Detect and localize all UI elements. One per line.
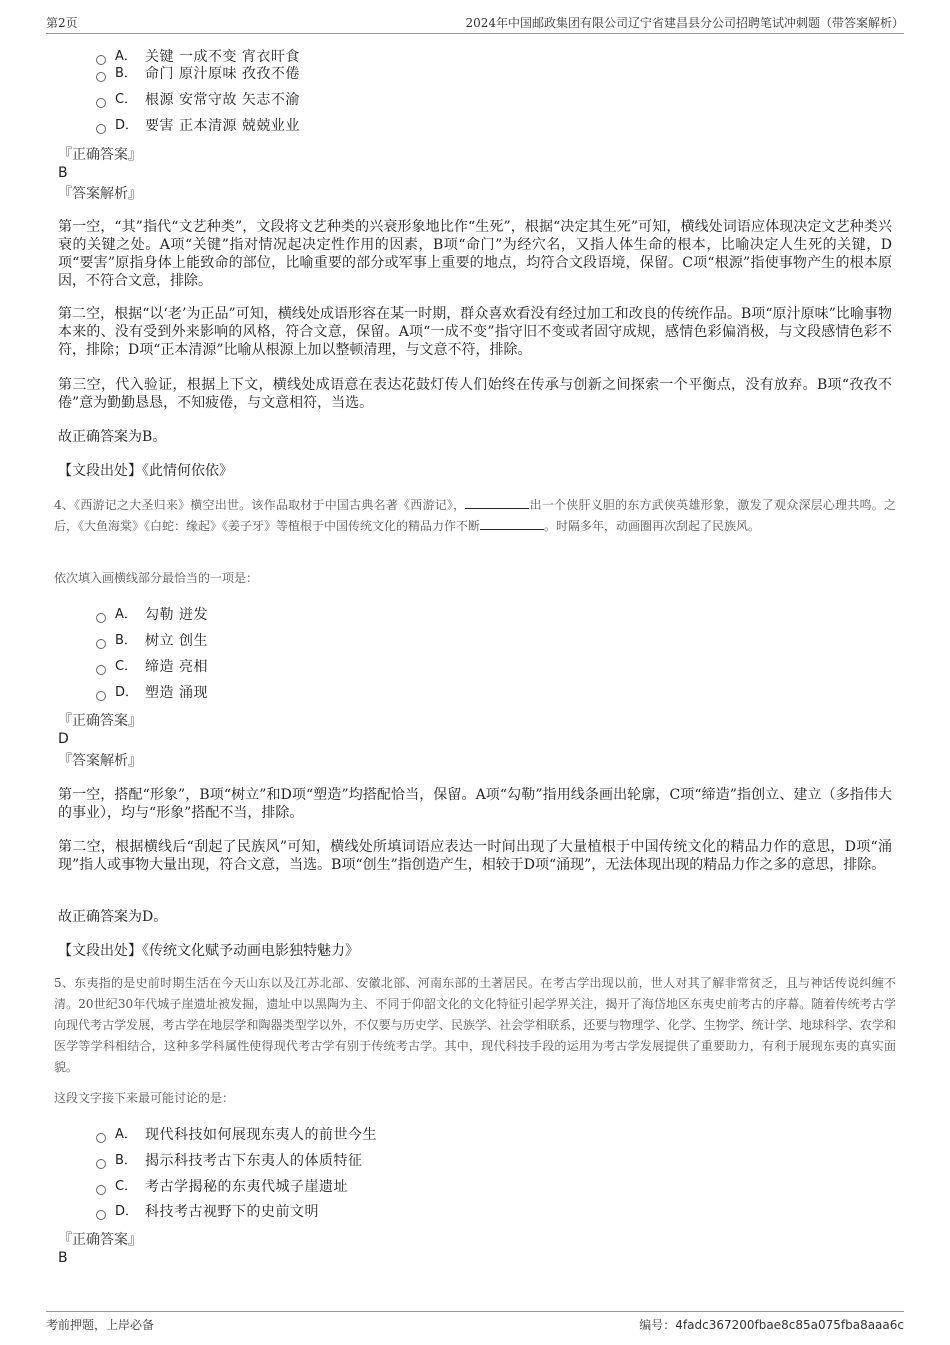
radio-icon[interactable] — [96, 1185, 106, 1195]
q4-stem: 4、《西游记之大圣归来》横空出世。该作品取材于中国古典名著《西游记》， 出一个侠肝义胆的东方武侠英雄形象，激发了观众深层心理共鸣。之后，《大鱼海棠》《白蛇：缘起》《姜子牙》等植根于中国传统文化的精品力作不断 。时隔多年，动画圈再次刮起了民族风。 — [54, 498, 896, 533]
answer-blank — [465, 497, 529, 509]
q5-stem: 5、东夷指的是史前时期生活在今天山东以及江苏北部、安徽北部、河南东部的土著居民。在考古学出现以前，世人对其了解非常贫乏，且与神话传说纠缠不清。20世纪30年代城子崖遗址被发掘，遗址中以黑陶为主、不同于仰韶文化的文化特征引起学界关注，揭开了海岱地区东夷史前考古的序幕。随着传统考古学向现代考古学发展，考古学在地层学和陶器类型学以外，不仅要与历史学、民族学、社会学相联系，还要与物理学、化学、生物学、统计学、地球科学、农学和医学等学科相结合，这种多学科属性使得现代考古学有别于传统考古学。其中，现代科技手段的运用为考古学发展提供了重要助力，有利于展现东夷的真实面貌。 — [54, 976, 896, 1074]
document-id: 编号：4fadc367200fbae8c85a075fba8aaa6c — [639, 1318, 904, 1332]
radio-icon[interactable] — [96, 124, 106, 134]
document-title: 2024年中国邮政集团有限公司辽宁省建昌县分公司招聘笔试冲刺题（带答案解析） — [465, 16, 904, 30]
radio-icon[interactable] — [96, 1159, 106, 1169]
q4-conclusion: 故正确答案为D。 — [58, 909, 168, 925]
q3-answer: B — [58, 165, 68, 181]
q3-analysis-1: 第一空，“其”指代“文艺种类”，文段将文艺种类的兴衰形象地比作“生死”，根据“决定其生死”可知，横线处词语应体现决定文艺种类兴衰的关键之处。A项“关键”指对情况起决定性作用的因素，B项“命门”为经穴名，又指人体生命的根本，比喻决定人生死的关键，D项“要害”原指身体上能致命的部位，比喻重要的部分或军事上重要的地点，均符合文段语境，保留。C项“根源”指使事物产生的根本原因，不符合文意，排除。 — [58, 219, 892, 289]
q4-prompt: 依次填入画横线部分最恰当的一项是： — [54, 571, 259, 585]
q4-analysis-2: 第二空，根据横线后“刮起了民族风”可知，横线处所填词语应表达一时间出现了大量植根于中国传统文化的精品力作的意思，D项“涌现”指人或事物大量出现，符合文意，当选。B项“创生”指创造产生，相较于D项“涌现”，无法体现出现的精品力作之多的意思，排除。 — [58, 839, 892, 873]
q5-answer: B — [58, 1250, 68, 1266]
radio-icon[interactable] — [96, 98, 106, 108]
radio-icon[interactable] — [96, 613, 106, 623]
radio-icon[interactable] — [96, 1133, 106, 1143]
radio-icon[interactable] — [96, 72, 106, 82]
q3-source: 【文段出处】《此情何依依》 — [58, 463, 233, 479]
page-header — [46, 14, 904, 34]
q4-answer: D — [58, 731, 69, 747]
footer-slogan: 考前押题，上岸必备 — [46, 1318, 155, 1332]
q4-analysis-label: 『答案解析』 — [58, 753, 142, 769]
q3-answer-label: 『正确答案』 — [58, 147, 142, 163]
page-footer — [46, 1311, 904, 1333]
q3-conclusion: 故正确答案为B。 — [58, 429, 167, 445]
q3-analysis-label: 『答案解析』 — [58, 186, 142, 202]
radio-icon[interactable] — [96, 55, 106, 65]
q4-analysis-1: 第一空，搭配“形象”，B项“树立”和D项“塑造”均搭配恰当，保留。A项“勾勒”指用线条画出轮廓，C项“缔造”指创立、建立（多指伟大的事业），均与“形象”搭配不当，排除。 — [58, 787, 892, 821]
radio-icon[interactable] — [96, 665, 106, 675]
radio-icon[interactable] — [96, 639, 106, 649]
q5-answer-label: 『正确答案』 — [58, 1232, 142, 1248]
q4-source: 【文段出处】《传统文化赋予动画电影独特魅力》 — [58, 943, 359, 959]
radio-icon[interactable] — [96, 1210, 106, 1220]
q4-answer-label: 『正确答案』 — [58, 713, 142, 729]
q5-prompt: 这段文字接下来最可能讨论的是： — [54, 1091, 235, 1105]
q3-analysis-2: 第二空，根据“以‘老’为正品”可知，横线处成语形容在某一时期，群众喜欢看没有经过加工和改良的传统作品。B项“原汁原味”比喻事物本来的、没有受到外来影响的风格，符合文意，保留。A项“一成不变”指守旧不变或者固守成规，感情色彩偏消极，与文段感情色彩不符，排除；D项“正本清源”比喻从根源上加以整顿清理，与文意不符，排除。 — [58, 306, 892, 358]
page-number: 第2页 — [46, 16, 78, 30]
q3-analysis-3: 第三空，代入验证，根据上下文，横线处成语意在表达花鼓灯传人们始终在传承与创新之间探索一个平衡点，没有放弃。B项“孜孜不倦”意为勤勤恳恳，不知疲倦，与文意相符，当选。 — [58, 377, 892, 411]
radio-icon[interactable] — [96, 691, 106, 701]
answer-blank — [480, 518, 544, 530]
